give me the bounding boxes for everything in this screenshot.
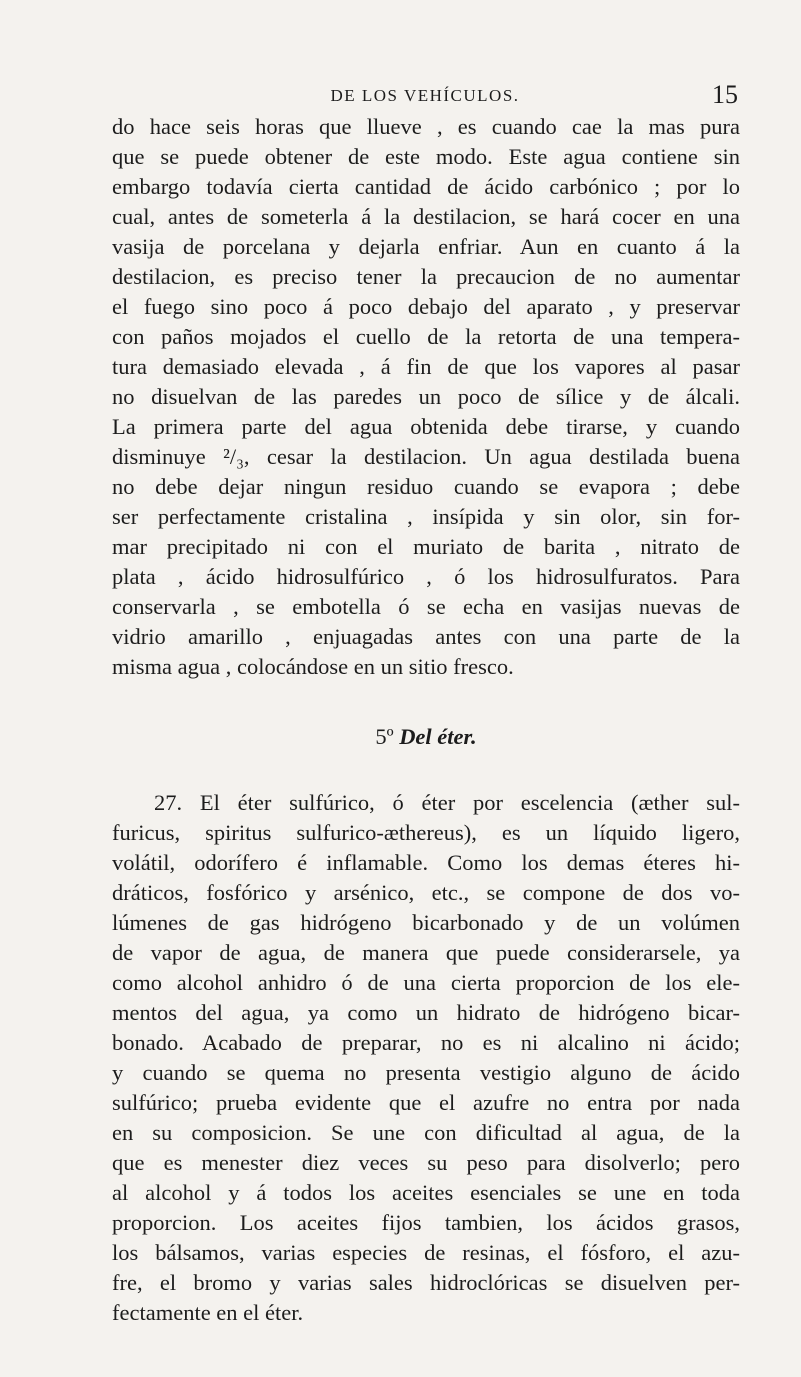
paragraph-2 bbox=[112, 788, 740, 1328]
text-line: mentos del agua, ya como un hidrato de hidrógeno bicar- bbox=[112, 1000, 740, 1025]
text-line: de vapor de agua, de manera que puede considerarsele, ya bbox=[112, 940, 740, 965]
text-line: conservarla , se embotella ó se echa en vasijas nuevas de bbox=[112, 594, 740, 619]
text-line: do hace seis horas que llueve , es cuando cae la mas pura bbox=[112, 114, 740, 139]
text-line: vidrio amarillo , enjuagadas antes con una parte de la bbox=[112, 624, 740, 649]
text-line: La primera parte del agua obtenida debe tirarse, y cuando bbox=[112, 414, 740, 439]
page-number: 15 bbox=[712, 80, 738, 109]
text-line: plata , ácido hidrosulfúrico , ó los hidrosulfuratos. Para bbox=[112, 564, 740, 589]
text-line: que se puede obtener de este modo. Este agua contiene sin bbox=[112, 144, 740, 169]
paragraph-1 bbox=[112, 112, 740, 682]
text-line: con paños mojados el cuello de la retorta de una tempera- bbox=[112, 324, 740, 349]
section-heading bbox=[112, 724, 740, 750]
text-line: destilacion, es preciso tener la precaucion de no aumentar bbox=[112, 264, 740, 289]
text-line: lúmenes de gas hidrógeno bicarbonado y de un volúmen bbox=[112, 910, 740, 935]
text-line: fre, el bromo y varias sales hidroclóricas se disuelven per- bbox=[112, 1270, 740, 1295]
text-line: ser perfectamente cristalina , insípida y sin olor, sin for- bbox=[112, 504, 740, 529]
text-line: el fuego sino poco á poco debajo del aparato , y preservar bbox=[112, 294, 740, 319]
text-line: dráticos, fosfórico y arsénico, etc., se compone de dos vo- bbox=[112, 880, 740, 905]
text-line: fectamente en el éter. bbox=[112, 1300, 304, 1325]
text-line: al alcohol y á todos los aceites esenciales se une en toda bbox=[112, 1180, 740, 1205]
text-line: misma agua , colocándose en un sitio fresco. bbox=[112, 654, 514, 679]
text-line: que es menester diez veces su peso para disolverlo; pero bbox=[112, 1150, 740, 1175]
text-line: no debe dejar ningun residuo cuando se evapora ; debe bbox=[112, 474, 740, 499]
section-title: Del éter. bbox=[399, 724, 477, 749]
text-line: mar precipitado ni con el muriato de barita , nitrato de bbox=[112, 534, 740, 559]
text-line: los bálsamos, varias especies de resinas, el fósforo, el azu- bbox=[112, 1240, 740, 1265]
text-line: y cuando se quema no presenta vestigio alguno de ácido bbox=[112, 1060, 740, 1085]
text-line: volátil, odorífero é inflamable. Como los demas éteres hi- bbox=[112, 850, 740, 875]
text-line: vasija de porcelana y dejarla enfriar. Aun en cuanto á la bbox=[112, 234, 740, 259]
text-line: bonado. Acabado de preparar, no es ni alcalino ni ácido; bbox=[112, 1030, 740, 1055]
section-number: 5º bbox=[375, 724, 394, 749]
text-line: en su composicion. Se une con dificultad al agua, de la bbox=[112, 1120, 740, 1145]
text-line: como alcohol anhidro ó de una cierta proporcion de los ele- bbox=[112, 970, 740, 995]
text-line: 27. El éter sulfúrico, ó éter por escelencia (æther sul- bbox=[154, 790, 740, 815]
text-line: tura demasiado elevada , á fin de que los vapores al pasar bbox=[112, 354, 740, 379]
text-line: no disuelvan de las paredes un poco de sílice y de álcali. bbox=[112, 384, 740, 409]
text-line: disminuye ²/₃, cesar la destilacion. Un agua destilada buena bbox=[112, 444, 740, 469]
running-head: DE LOS VEHÍCULOS. bbox=[330, 86, 520, 105]
text-line: proporcion. Los aceites fijos tambien, los ácidos grasos, bbox=[112, 1210, 740, 1235]
text-line: sulfúrico; prueba evidente que el azufre no entra por nada bbox=[112, 1090, 740, 1115]
text-line: furicus, spiritus sulfurico-æthereus), es un líquido ligero, bbox=[112, 820, 740, 845]
text-line: cual, antes de someterla á la destilacion, se hará cocer en una bbox=[112, 204, 740, 229]
page-header bbox=[112, 80, 738, 110]
text-line: embargo todavía cierta cantidad de ácido carbónico ; por lo bbox=[112, 174, 740, 199]
